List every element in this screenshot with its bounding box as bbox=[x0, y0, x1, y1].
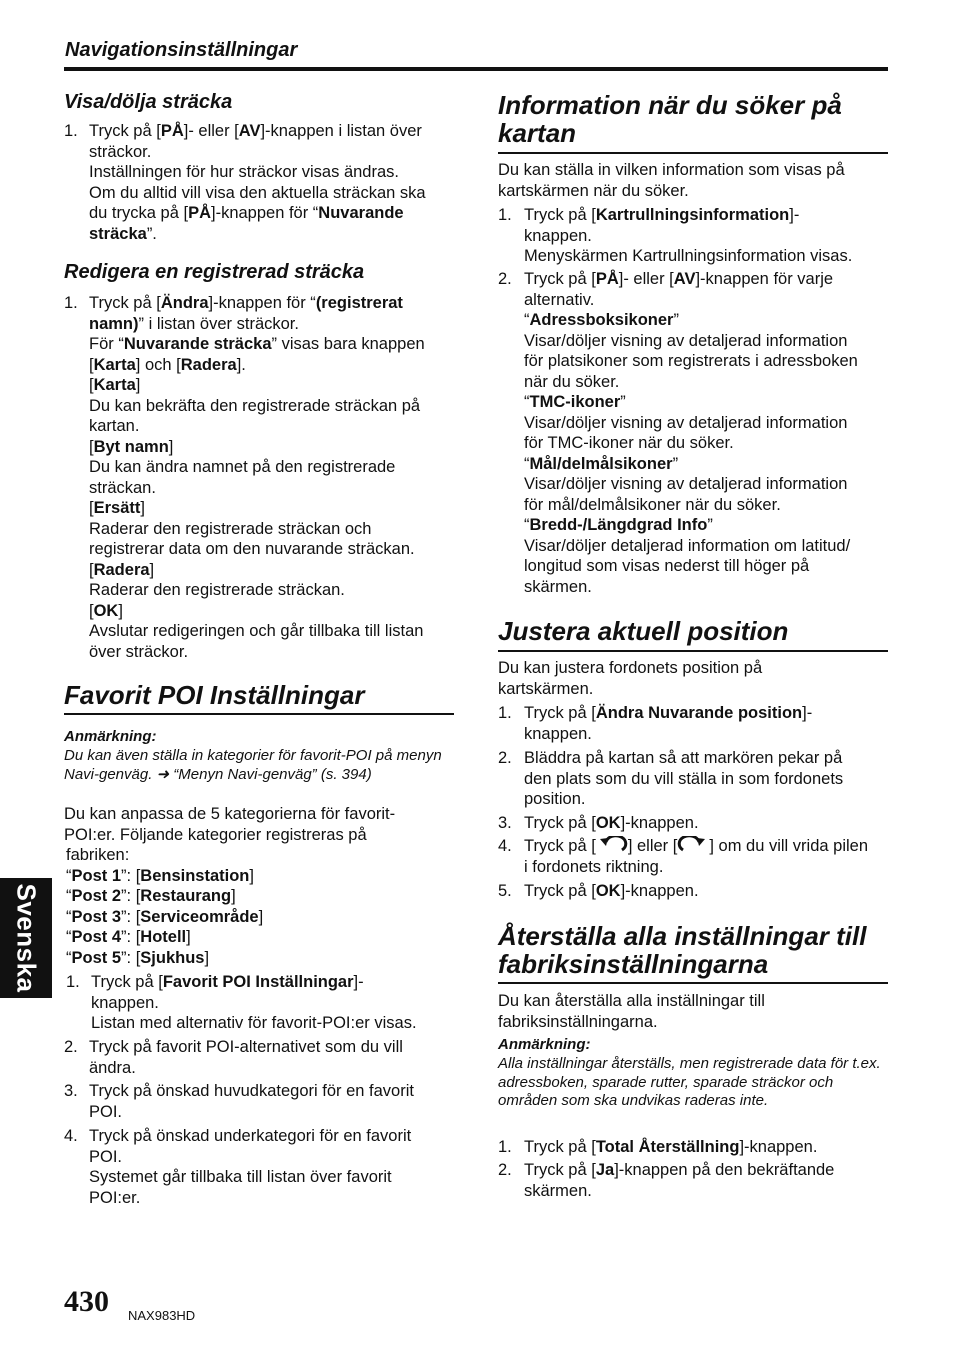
step-text: Tryck på [ ] eller [ ] om du vill vrida pilen i fordonets riktning. bbox=[524, 837, 869, 876]
step-number: 2. bbox=[498, 1161, 512, 1179]
section-title-redigera: Redigera en registrerad sträcka bbox=[64, 261, 365, 283]
step-text: Tryck på [Ändra]-knappen för “(registrerat namn)” i listan över sträckor. För “Nuvarande sträcka” visas bara knappen [Karta] och [Radera]. [Karta] Du kan bekräfta den registrerade sträckan på kartan. [Byt namn] Du kan ändra namnet på den registrerade sträckan. [Ersätt] Raderar den registrerade sträckan och registrerar data om den nuvarande sträckan. [Radera] Raderar den registrerade sträckan. [OK] Avslutar redigeringen och går tillbaka till listan över sträckor. bbox=[89, 294, 425, 661]
section-rule bbox=[498, 152, 888, 154]
header-rule bbox=[64, 67, 888, 71]
section-title-justera: Justera aktuell position bbox=[498, 616, 789, 646]
header-title: Navigationsinställningar bbox=[65, 39, 298, 61]
step-number: 3. bbox=[498, 814, 512, 832]
section-rule bbox=[498, 982, 888, 984]
step-text: Tryck på [Total Återställning]-knappen. bbox=[524, 1138, 818, 1156]
step-number: 4. bbox=[498, 837, 512, 855]
step-number: 1. bbox=[64, 294, 78, 312]
paragraph: Du kan justera fordonets position på kartskärmen. bbox=[498, 659, 763, 698]
step-number: 1. bbox=[64, 122, 78, 140]
step-number: 4. bbox=[64, 1127, 78, 1145]
note-text: Du kan även ställa in kategorier för favorit-POI på menyn Navi-genväg. ➜ “Menyn Navi-genväg” (s. 394) bbox=[64, 747, 442, 783]
step-text: Bläddra på kartan så att markören pekar på den plats som du vill ställa in som fordonets position. bbox=[524, 749, 844, 808]
step-text: Tryck på favorit POI-alternativet som du vill ändra. bbox=[89, 1038, 403, 1077]
category-list: fabriken: “Post 1”: [Bensinstation] “Post 2”: [Restaurang] “Post 3”: [Serviceområde] “Post 4”: [Hotell] “Post 5”: [Sjukhus] bbox=[66, 846, 264, 967]
section-title-favorit: Favorit POI Inställningar bbox=[64, 680, 365, 710]
step-number: 1. bbox=[498, 206, 512, 224]
step-number: 1. bbox=[66, 973, 80, 991]
rotate-right-icon bbox=[677, 836, 709, 854]
paragraph: Du kan anpassa de 5 kategorierna för favorit- POI:er. Följande kategorier registreras på bbox=[64, 805, 396, 844]
step-text: Tryck på önskad underkategori för en favorit POI. Systemet går tillbaka till listan över favorit POI:er. bbox=[89, 1127, 412, 1207]
page-number: 430 bbox=[64, 1285, 109, 1318]
note-text: Alla inställningar återställs, men registrerade data för t.ex. adressboken, sparade rutter, sparade sträckor och områden som ska undvikas raderas inte. bbox=[498, 1055, 881, 1109]
step-number: 2. bbox=[64, 1038, 78, 1056]
step-text: Tryck på [OK]-knappen. bbox=[524, 882, 699, 900]
section-title-visa: Visa/dölja sträcka bbox=[64, 91, 233, 113]
rotate-left-icon bbox=[596, 836, 628, 854]
step-number: 1. bbox=[498, 1138, 512, 1156]
step-number: 1. bbox=[498, 704, 512, 722]
step-text: Tryck på [Ändra Nuvarande position]- knappen. bbox=[524, 704, 813, 743]
step-text: Tryck på önskad huvudkategori för en favorit POI. bbox=[89, 1082, 414, 1121]
paragraph: Du kan återställa alla inställningar till fabriksinställningarna. bbox=[498, 992, 765, 1031]
model-number: NAX983HD bbox=[128, 1308, 196, 1323]
step-text: Tryck på [PÅ]- eller [AV]-knappen i listan över sträckor. Inställningen för hur sträckor visas ändras. Om du alltid vill visa den aktuella sträckan ska du trycka på [PÅ]-knappen för “Nuvarande sträcka”. bbox=[89, 122, 426, 243]
language-side-tab bbox=[0, 878, 52, 998]
step-text: Tryck på [PÅ]- eller [AV]-knappen för varje alternativ. “Adressboksikoner” Visar/döljer visning av detaljerad information för platsikoner som registrerats i adressboken när du söker. “TMC-ikoner” Visar/döljer visning av detaljerad information för TMC-ikoner när du söker. “Mål/delmålsikoner” Visar/döljer visning av detaljerad information för mål/delmålsikoner när du söker. “Bredd-/Längdgrad Info” Visar/döljer detaljerad information om latitud/ longitud som visas nederst till höger på skärmen. bbox=[524, 270, 858, 596]
note-label: Anmärkning: bbox=[498, 1036, 591, 1053]
section-rule bbox=[64, 713, 454, 715]
note-label: Anmärkning: bbox=[64, 728, 157, 745]
section-title-aterstalla: Återställa alla inställningar till fabriksinställningarna bbox=[498, 921, 867, 979]
step-text: Tryck på [Kartrullningsinformation]- knappen. Menyskärmen Kartrullningsinformation visas. bbox=[524, 206, 853, 265]
paragraph: Du kan ställa in vilken information som visas på kartskärmen när du söker. bbox=[498, 161, 845, 200]
section-rule bbox=[498, 650, 888, 652]
step-number: 3. bbox=[64, 1082, 78, 1100]
step-number: 2. bbox=[498, 749, 512, 767]
step-text: Tryck på [Favorit POI Inställningar]- knappen. Listan med alternativ för favorit-POI:er visas. bbox=[91, 973, 417, 1032]
step-number: 5. bbox=[498, 882, 512, 900]
language-label: Svenska bbox=[11, 883, 42, 993]
step-text: Tryck på [Ja]-knappen på den bekräftande skärmen. bbox=[524, 1161, 835, 1200]
step-text: Tryck på [OK]-knappen. bbox=[524, 814, 699, 832]
section-title-information: Information när du söker på kartan bbox=[498, 90, 842, 148]
step-number: 2. bbox=[498, 270, 512, 288]
